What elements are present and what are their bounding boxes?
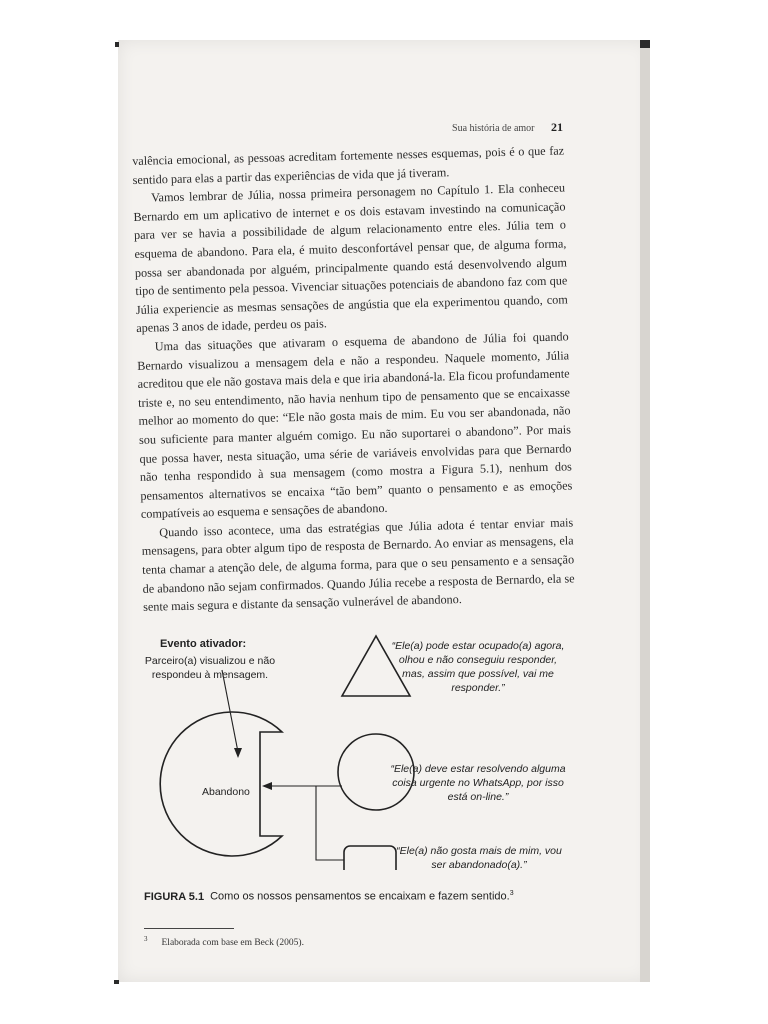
left-edge-mark <box>115 42 119 47</box>
event-description: Parceiro(a) visualizou e não respondeu à mensagem. <box>144 655 276 681</box>
caption-note-ref: 3 <box>509 890 514 897</box>
paragraph-3: Uma das situações que ativaram o esquema de abandono de Júlia foi quando Bernardo visualizou a mensagem dela e não a respondeu. Naquele momento, Júlia acreditou que ele não gostava mais dela e que iria abandoná-la. Ela ficou profundamente triste e, no seu entendimento, não havia nenhum tipo de pensamento que se encaixasse melhor ao momento do que: “Ele não gosta mais de mim. Eu vou ser abandonada, não sou suficiente para manter alguém comigo. Eu não suportarei o abandono”. Por mais que possa haver, nesta situação, uma série de variáveis envolvidas para que Bernardo não tenha respondido à sua mensagem (como mostra a Figura 5.1), nenhum dos pensamentos alternativos se encaixa “tão bem” quanto o pensamento e as emoções compatíveis ao esquema e sensações de abandono. <box>137 329 573 522</box>
figure-5-1 <box>118 630 650 870</box>
thought-triangle: “Ele(a) pode estar ocupado(a) agora, olhou e não conseguiu responder, mas, assim que possível, vai me responder.” <box>391 640 565 694</box>
footnote <box>144 935 544 948</box>
event-arrow-line <box>222 670 238 752</box>
figure-caption <box>144 890 604 903</box>
event-arrowhead <box>234 748 242 758</box>
caption-text: Como os nossos pensamentos se encaixam e fazem sentido. <box>210 890 510 903</box>
abandono-shape <box>160 712 282 856</box>
body-text <box>132 141 575 616</box>
arrowhead <box>262 782 272 790</box>
caption-label: FIGURA 5.1 <box>144 890 205 903</box>
footnote-text: Elaborada com base em Beck (2005). <box>161 938 304 949</box>
paragraph-4: Quando isso acontece, uma das estratégias que Júlia adota é tentar enviar mais mensagens, para obter algum tipo de resposta de Bernardo. Ao enviar as mensagens, ela tenta chamar a atenção dele, de alguma forma, para que o seu pensamento e a sensação de abandono não sejam confirmados. Quando Júlia recebe a resposta de Bernardo, ela se sente mais segura e distante da sensação vulnerável de abandono. <box>141 515 575 615</box>
thought-rectangle: “Ele(a) não gosta mais de mim, vou ser abandonado(a).” <box>396 845 562 871</box>
page-number: 21 <box>551 120 563 134</box>
rectangle-shape <box>344 846 396 870</box>
arrow-connector <box>316 786 344 860</box>
abandono-label: Abandono <box>202 786 250 798</box>
top-right-mark <box>640 40 650 48</box>
running-header <box>118 120 563 135</box>
running-title: Sua história de amor <box>452 123 535 134</box>
paragraph-2: Vamos lembrar de Júlia, nossa primeira personagem no Capítulo 1. Ela conheceu Bernardo em um aplicativo de internet e os dois estavam investindo na comunicação para ver se havia a possibilidade de algum relacionamento entre eles. Júlia tem o esquema de abandono. Para ela, é muito desconfortável pensar que, de alguma forma, possa ser abandonada por alguém, principalmente quando está desenvolvendo algum tipo de sentimento pela pessoa. Vivenciar situações potenciais de abandono faz com que Júlia experiencie as mesmas sensações de angústia que ela experimentou quando, com apenas 3 anos de idade, perdeu os pais. <box>133 180 568 336</box>
book-page <box>118 40 650 982</box>
event-title: Evento ativador: <box>160 638 247 650</box>
paragraph-1: valência emocional, as pessoas acreditam fortemente nesses esquemas, pois é o que faz sentido para elas a partir das experiências de vida que já tiveram. <box>132 143 565 187</box>
footnote-rule <box>144 928 234 929</box>
thought-circle: “Ele(a) deve estar resolvendo alguma coisa urgente no WhatsApp, por isso está on-line.” <box>390 763 566 803</box>
bottom-left-mark <box>114 980 119 984</box>
footnote-mark: 3 <box>144 935 148 943</box>
